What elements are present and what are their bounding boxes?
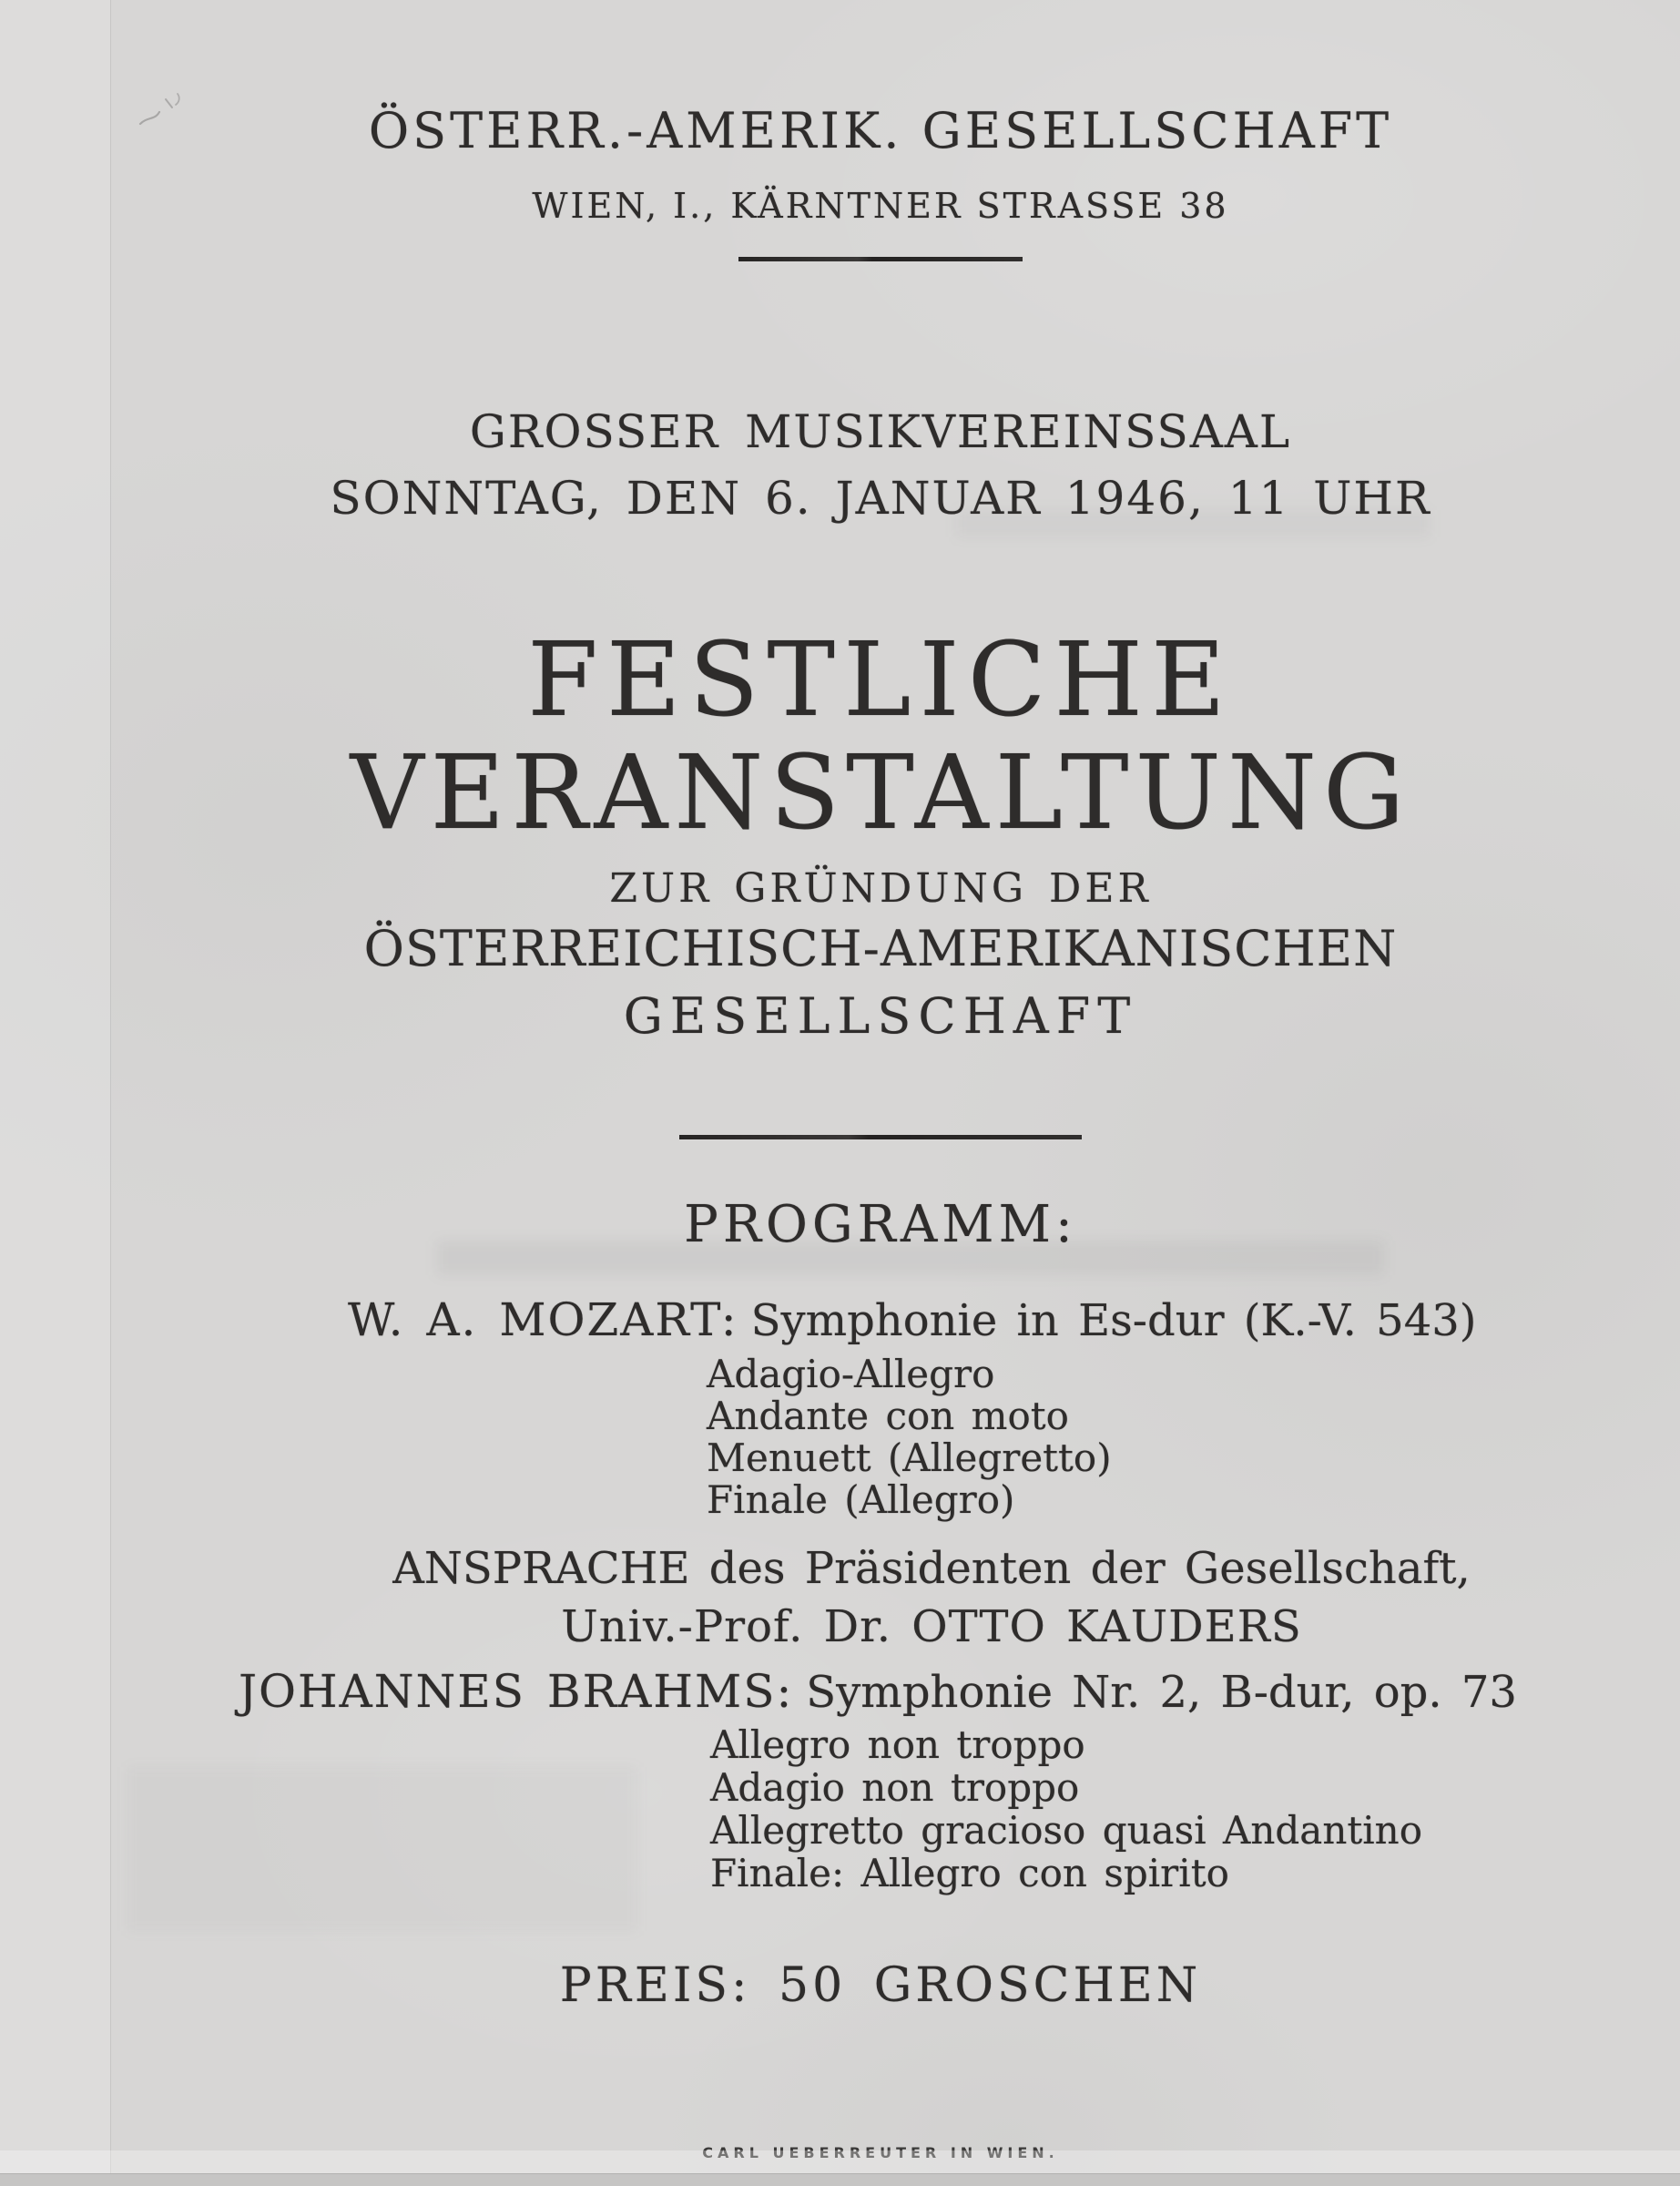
- price-line: PREIS: 50 GROSCHEN: [559, 1958, 1202, 2013]
- scan-bottom-light-band: [0, 2150, 1680, 2174]
- movement-line: Menuett (Allegretto): [707, 1435, 1112, 1480]
- event-title-line-1: FESTLICHE: [527, 621, 1234, 740]
- occasion-org-line-1: ÖSTERREICHISCH-AMERIKANISCHEN: [363, 920, 1398, 977]
- divider-middle-wrap: [111, 1126, 1650, 1143]
- divider-top-rule: [738, 257, 1023, 261]
- speech-line-2: Univ.-Prof. Dr. OTTO KAUDERS: [561, 1601, 1302, 1652]
- mozart-work-line: [348, 1293, 1477, 1346]
- ink-bleed-smudge: [127, 1767, 637, 1931]
- movement-line: Allegro non troppo: [710, 1722, 1085, 1767]
- paper-edge-strip: [0, 0, 111, 2186]
- brahms-work: Symphonie Nr. 2, B-dur, op. 73: [806, 1667, 1517, 1718]
- movement-line: Adagio-Allegro: [707, 1352, 995, 1396]
- date-line: SONNTAG, DEN 6. JANUAR 1946, 11 UHR: [330, 472, 1431, 525]
- mozart-composer: W. A. MOZART:: [348, 1293, 738, 1346]
- movement-line: Allegretto gracioso quasi Andantino: [710, 1808, 1423, 1853]
- brahms-movement-list: [710, 1723, 1422, 1895]
- speech-line-1: ANSPRACHE des Präsidenten der Gesellschaft,: [392, 1543, 1471, 1594]
- mozart-work: Symphonie in Es-dur (K.-V. 543): [750, 1295, 1477, 1346]
- brahms-work-line: [239, 1665, 1517, 1718]
- venue-line: GROSSER MUSIKVEREINSSAAL: [469, 405, 1292, 458]
- movement-line: Finale (Allegro): [707, 1477, 1015, 1522]
- divider-middle-rule: [679, 1135, 1082, 1139]
- movement-line: Adagio non troppo: [710, 1765, 1080, 1810]
- masthead-address: WIEN, I., KÄRNTNER STRASSE 38: [532, 186, 1229, 226]
- scan-bottom-edge-bar: [0, 2173, 1680, 2186]
- brahms-composer: JOHANNES BRAHMS:: [239, 1665, 794, 1718]
- masthead-organization: ÖSTERR.-AMERIK. GESELLSCHAFT: [368, 102, 1393, 159]
- movement-line: Andante con moto: [707, 1394, 1069, 1438]
- occasion-org-line-2: GESELLSCHAFT: [623, 987, 1138, 1045]
- event-title-line-2: VERANSTALTUNG: [350, 734, 1411, 853]
- program-heading: PROGRAMM:: [684, 1195, 1077, 1254]
- mozart-movement-list: [707, 1353, 1112, 1521]
- printer-imprint: CARL UEBERREUTER IN WIEN.: [702, 2144, 1059, 2161]
- divider-top-wrap: [111, 248, 1650, 265]
- occasion-line: ZUR GRÜNDUNG DER: [609, 865, 1152, 912]
- movement-line: Finale: Allegro con spirito: [710, 1851, 1229, 1895]
